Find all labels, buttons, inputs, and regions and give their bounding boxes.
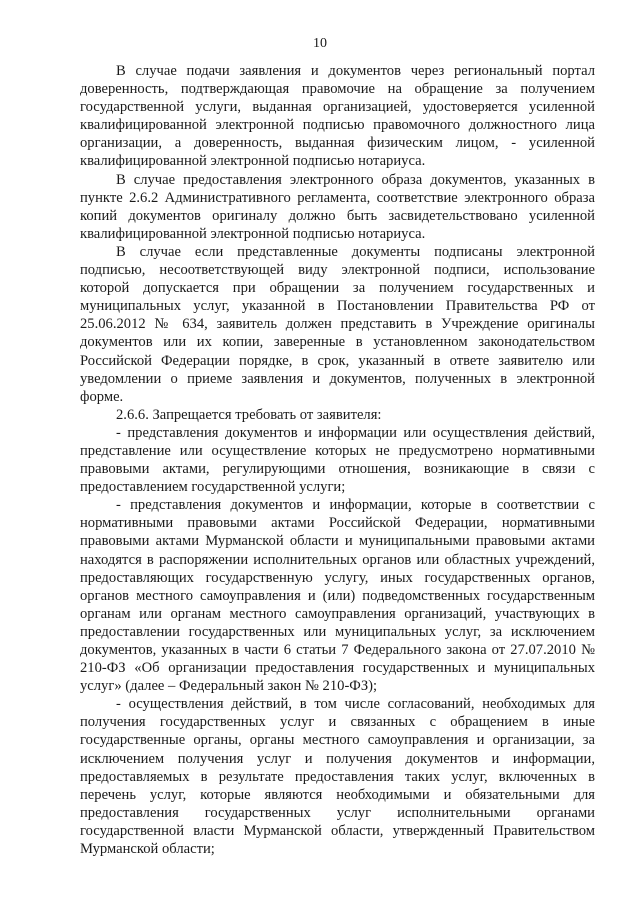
paragraph-portal-power-of-attorney: В случае подачи заявления и документов через региональный портал доверенность, подтверждающая правомочие на обращение за получением государственной услуги, выданная организацией, удостоверяется усиленной квалифицированной электронной подписью правомочного должностного лица организации, а доверенность, выданная физическим лицом, - усиленной квалифицированной электронной подписью нотариуса.	[80, 63, 595, 170]
list-item-documents-in-possession: - представления документов и информации, которые в соответствии с нормативными правовыми актами Российской Федерации, нормативными правовыми актами Мурманской области и муниципальными правовыми актами находятся в распоряжении исполнительных органов или областных учреждений, предоставляющих государственную услугу, иных государственных органов, органов местного самоуправления и (или) подведомственных государственным органам или органам местного самоуправления организаций, участвующих в предоставлении государственных или муниципальных услуг, за исключением документов, указанных в части 6 статьи 7 Федерального закона от 27.07.2010 № 210-ФЗ «Об организации предоставления государственных и муниципальных услуг» (далее – Федеральный закон № 210-ФЗ);	[80, 497, 595, 695]
paragraph-electronic-image: В случае предоставления электронного образа документов, указанных в пункте 2.6.2 Административного регламента, соответствие электронного образа копий документов оригиналу должно быть засвидетельствовано усиленной квалифицированной электронной подписью нотариуса.	[80, 171, 595, 242]
document-body	[80, 62, 595, 858]
page-number: 10	[313, 36, 327, 51]
paragraph-signature-mismatch: В случае если представленные документы подписаны электронной подписью, несоответствующей виду электронной подписи, использование которой допускается при обращении за получением государственных и муниципальных услуг, указанной в Постановлении Правительства РФ от 25.06.2012 № 634, заявитель должен представить в Учреждение оригиналы документов или их копии, заверенные в установленном законодательством Российской Федерации порядке, в срок, указанный в ответе заявителю или уведомлении о приеме заявления и документов, полученных в электронной форме.	[80, 243, 595, 405]
list-item-actions-approvals: - осуществления действий, в том числе согласований, необходимых для получения государственных услуг и связанных с обращением в иные государственные органы, органы местного самоуправления и организации, за исключением получения услуг и получения документов и информации, предоставляемых в результате предоставления таких услуг, включенных в перечень услуг, которые являются необходимыми и обязательными для предоставления государственных услуг исполнительными органами государственной власти Мурманской области, утвержденный Правительством Мурманской области;	[80, 696, 595, 858]
section-heading-2-6-6: 2.6.6. Запрещается требовать от заявителя:	[116, 406, 382, 423]
list-item-prohibited-documents: - представления документов и информации или осуществления действий, представление или осуществление которых не предусмотрено нормативными правовыми актами, регулирующими отношения, возникающие в связи с предоставлением государственной услуги;	[80, 424, 595, 496]
